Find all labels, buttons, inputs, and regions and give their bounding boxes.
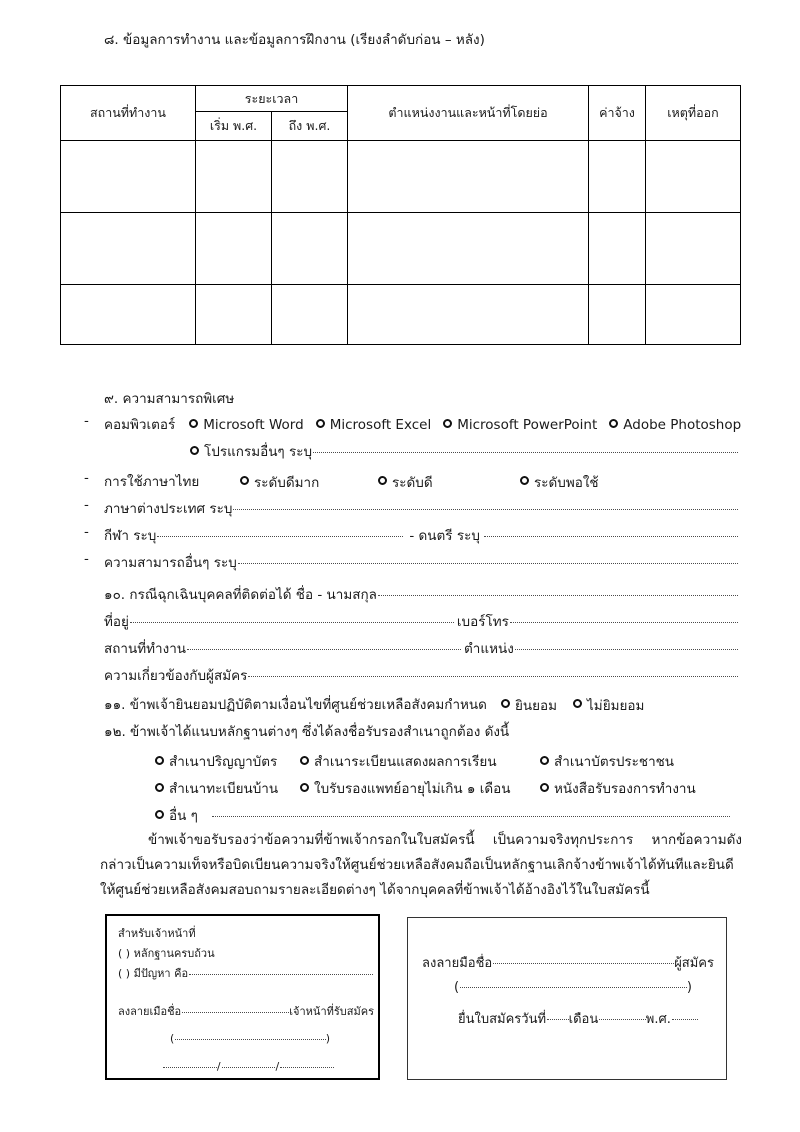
radio-circle-icon[interactable] [190,446,199,455]
applicant-name-input[interactable] [460,987,687,988]
radio-circle-icon[interactable] [155,756,164,765]
column-header-reason: เหตุที่ออก [646,86,741,141]
officer-date-day-input[interactable] [163,1067,217,1068]
cell-to[interactable] [272,141,348,213]
emergency-contact-position-label: ตำแหน่ง [464,641,514,657]
emergency-contact-relation-row [104,664,738,686]
option-label: Microsoft PowerPoint [457,416,598,433]
option-transcript-copy[interactable] [300,750,540,772]
cell-reason[interactable] [646,213,741,285]
option-label: Microsoft Word [203,416,304,433]
officer-date-year-input[interactable] [280,1067,334,1068]
bullet-dash-computer: - [84,413,89,429]
officer-signature-label: ลงลายเมือชื่อ [118,1005,182,1018]
option-id-card-copy[interactable] [540,750,674,772]
column-header-duration: ระยะเวลา [196,86,348,112]
officer-date-row [162,1060,334,1073]
foreign-language-input[interactable] [233,509,738,510]
option-label: อื่น ๆ [169,808,198,824]
cell-to[interactable] [272,213,348,285]
emergency-contact-phone-label: เบอร์โทร [456,614,509,630]
section-11-label: ๑๑. ข้าพเจ้ายินยอมปฏิบัติตามเงื่อนไขที่ศูนย์ช่วยเหลือสังคมกำหนด [104,697,487,713]
radio-circle-icon[interactable] [189,419,198,428]
emergency-contact-workplace-label: สถานที่ทำงาน [104,641,187,657]
option-work-certificate[interactable] [540,777,696,799]
section-8-heading: ๘. ข้อมูลการทำงาน และข้อมูลการฝึกงาน (เรียงลำดับก่อน – หลัง) [104,32,485,48]
officer-name-input[interactable] [175,1039,325,1040]
work-history-table [60,85,741,345]
option-adobe-photoshop[interactable] [609,417,741,433]
cell-from[interactable] [196,213,272,285]
officer-signature-role: เจ้าหน้าที่รับสมัคร [289,1005,374,1018]
column-header-duration-from: เริ่ม พ.ศ. [196,112,272,141]
applicant-submit-day-input[interactable] [547,1019,569,1020]
column-header-wage: ค่าจ้าง [589,86,646,141]
emergency-contact-name-row [104,583,738,605]
applicant-signature-input[interactable] [493,963,674,964]
applicant-month-label: เดือน [568,1012,599,1027]
applicant-signature-row [422,952,714,973]
radio-circle-icon[interactable] [300,756,309,765]
option-label: สำเนาทะเบียนบ้าน [169,781,279,797]
work-history-table-head [61,86,741,141]
emergency-contact-position-input[interactable] [515,649,738,650]
option-label: สำเนาบัตรประชาชน [554,754,675,770]
cell-workplace[interactable] [61,141,196,213]
option-microsoft-excel[interactable] [316,417,432,433]
attachment-row-1 [155,750,674,772]
option-label: ยินยอม [514,697,557,714]
officer-signature-input[interactable] [182,1012,289,1013]
radio-circle-icon[interactable] [540,756,549,765]
thai-language-row [104,470,724,493]
declaration-paragraph [100,828,742,903]
applicant-name-row [454,980,692,995]
applicant-submit-date-row [458,1008,698,1029]
thai-language-label: การใช้ภาษาไทย [104,474,200,490]
officer-name-row [170,1032,330,1045]
emergency-contact-relation-label: ความเกี่ยวข้องกับผู้สมัคร [104,668,248,684]
radio-circle-icon[interactable] [300,783,309,792]
radio-circle-icon[interactable] [520,476,529,485]
option-thai-fair[interactable] [520,471,599,493]
bullet-dash-thai-language: - [84,470,89,486]
officer-signature-row [118,1002,374,1020]
cell-workplace[interactable] [61,213,196,285]
radio-circle-icon[interactable] [155,810,164,819]
emergency-contact-workplace-input[interactable] [187,649,461,650]
applicant-year-label: พ.ศ. [645,1012,671,1027]
bullet-dash-sport: - [84,524,89,540]
radio-circle-icon[interactable] [501,699,510,708]
computer-skill-row [104,413,742,435]
cell-position[interactable] [348,285,589,345]
section-12-label: ๑๒. ข้าพเจ้าได้แนบหลักฐานต่างๆ ซึ่งได้ลงชื่อรับรองสำเนาถูกต้อง ดังนี้ [104,724,510,740]
attachment-row-2 [155,777,696,799]
radio-circle-icon[interactable] [540,783,549,792]
option-label: หนังสือรับรองการทำงาน [554,781,696,797]
option-consent-no[interactable] [573,694,644,716]
option-label: สำเนาระเบียนแสดงผลการเรียน [314,754,497,770]
option-attachment-other[interactable] [155,804,198,826]
foreign-language-row [104,497,738,519]
attachment-other-input[interactable] [212,816,730,817]
paren-close: ) [325,1032,330,1045]
option-label: โปรแกรมอื่นๆ ระบุ [204,444,313,460]
attachment-row-other [155,804,730,826]
column-header-duration-to: ถึง พ.ศ. [272,112,348,141]
paren-open: ( [454,980,460,995]
column-header-position: ตำแหน่งงานและหน้าที่โดยย่อ [348,86,589,141]
officer-box-title: สำหรับเจ้าหน้าที่ [118,927,196,940]
cell-reason[interactable] [646,285,741,345]
emergency-contact-address-label: ที่อยู่ [104,614,129,630]
applicant-signature-box [407,917,727,1080]
emergency-contact-phone-input[interactable] [510,622,738,623]
work-history-table-body [61,141,741,345]
option-consent-yes[interactable] [501,694,557,716]
option-microsoft-word[interactable] [189,417,303,433]
foreign-language-label: ภาษาต่างประเทศ ระบุ [104,501,233,517]
emergency-contact-relation-input[interactable] [248,676,738,677]
sport-input[interactable] [157,536,403,537]
date-separator-1: / [216,1060,221,1073]
computer-label: คอมพิวเตอร์ [104,417,176,433]
radio-circle-icon[interactable] [609,419,618,428]
other-program-input[interactable] [313,452,738,453]
option-label: ระดับดี [392,474,433,491]
officer-check-problem[interactable] [118,964,373,982]
radio-circle-icon[interactable] [573,699,582,708]
bullet-dash-foreign-language: - [84,497,89,513]
cell-position[interactable] [348,141,589,213]
cell-from[interactable] [196,141,272,213]
option-microsoft-powerpoint[interactable] [443,417,597,433]
option-label: Adobe Photoshop [623,416,742,433]
option-label: ระดับดีมาก [254,474,320,491]
other-ability-row [104,551,738,573]
cell-to[interactable] [272,285,348,345]
cell-workplace[interactable] [61,285,196,345]
paren-close: ) [686,980,692,995]
cell-wage[interactable] [589,213,646,285]
cell-position[interactable] [348,213,589,285]
emergency-contact-name-label: ๑๐. กรณีฉุกเฉินบุคคลที่ติดต่อได้ ชื่อ - นามสกุล [104,587,377,603]
applicant-signature-role: ผู้สมัคร [674,956,714,971]
emergency-contact-workplace-row [104,637,738,659]
section-9-heading: ๙. ความสามารถพิเศษ [104,391,235,407]
column-header-workplace: สถานที่ทำงาน [61,86,196,141]
date-separator-2: / [275,1060,280,1073]
radio-circle-icon[interactable] [155,783,164,792]
applicant-submit-label: ยื่นใบสมัครวันที่ [458,1012,547,1027]
officer-use-box [105,914,380,1080]
radio-circle-icon[interactable] [316,419,325,428]
option-medical-certificate[interactable] [300,777,540,799]
option-other-program[interactable] [190,440,312,462]
music-input[interactable] [484,536,738,537]
other-ability-label: ความสามารถอื่นๆ ระบุ [104,555,237,571]
table-row[interactable] [61,285,741,345]
music-label: - ดนตรี ระบุ [409,528,480,544]
bullet-dash-other-ability: - [84,551,89,567]
officer-problem-input[interactable] [189,974,373,975]
emergency-contact-address-input[interactable] [130,622,454,623]
officer-check-complete[interactable] [118,944,215,962]
radio-circle-icon[interactable] [378,476,387,485]
applicant-submit-month-input[interactable] [599,1019,646,1020]
cell-from[interactable] [196,285,272,345]
radio-circle-icon[interactable] [443,419,452,428]
paren-open: ( [170,1032,175,1045]
officer-check-complete-label: ( ) หลักฐานครบถ้วน [118,947,215,960]
emergency-contact-address-row [104,610,738,632]
cell-wage[interactable] [589,141,646,213]
officer-date-month-input[interactable] [222,1067,276,1068]
option-degree-copy[interactable] [155,750,300,772]
section-12-heading-row [104,720,509,742]
table-row[interactable] [61,141,741,213]
option-thai-excellent[interactable] [240,471,378,493]
cell-wage[interactable] [589,285,646,345]
section-11-row [104,693,644,716]
declaration-text: ข้าพเจ้าขอรับรองว่าข้อความที่ข้าพเจ้ากรอกในใบสมัครนี้ เป็นความจริงทุกประการ หากข้อความดังกล่าวเป็นความเท็จหรือบิดเบียนความจริงให้ศูนย์ช่วยเหลือสังคมถือเป็นหลักฐานเลิกจ้างข้าพเจ้าได้ทันทีและยินดีให้ศูนย์ช่วยเหลือสังคมสอบถามรายละเอียดต่างๆ ได้จากบุคคลที่ข้าพเจ้าได้อ้างอิงไว้ในใบสมัครนี้ [100,832,742,898]
option-thai-good[interactable] [378,471,520,493]
option-label: ไม่ยิมยอม [587,697,645,714]
sport-label: กีฬา ระบุ [104,528,157,544]
applicant-signature-label: ลงลายมือชื่อ [422,956,493,971]
other-ability-input[interactable] [238,563,738,564]
option-label: สำเนาปริญญาบัตร [169,754,278,770]
radio-circle-icon[interactable] [240,476,249,485]
officer-check-problem-label: ( ) มีปัญหา คือ [118,967,189,980]
applicant-submit-year-input[interactable] [672,1019,698,1020]
table-row[interactable] [61,213,741,285]
option-house-registration-copy[interactable] [155,777,300,799]
emergency-contact-name-input[interactable] [378,595,738,596]
option-label: Microsoft Excel [329,416,432,433]
option-label: ระดับพอใช้ [534,474,599,491]
option-label: ใบรับรองแพทย์อายุไม่เกิน ๑ เดือน [314,781,511,797]
sport-music-row [104,524,738,546]
other-program-row [190,440,738,462]
cell-reason[interactable] [646,141,741,213]
